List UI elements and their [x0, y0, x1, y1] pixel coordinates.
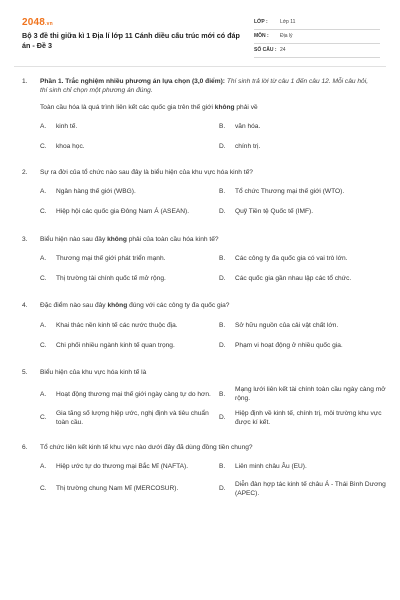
- option-b[interactable]: [219, 252, 392, 266]
- option-text: Liên minh châu Âu (EU).: [235, 463, 307, 471]
- meta-key: LỚP :: [254, 19, 268, 26]
- option-a[interactable]: [40, 386, 213, 404]
- stem-bold: không: [107, 235, 127, 243]
- stem-text: Biểu hiện nào sau đây: [40, 235, 108, 243]
- option-letter: B.: [219, 188, 226, 196]
- document-header: [22, 14, 380, 62]
- option-letter: D.: [219, 275, 226, 282]
- option-letter: B.: [219, 321, 226, 329]
- question-stem: [40, 302, 374, 311]
- option-b[interactable]: [219, 186, 392, 200]
- option-letter: A.: [40, 255, 47, 262]
- option-text: Thương mại thế giới phát triển mạnh.: [56, 255, 166, 262]
- option-text: Hiệp hội các quốc gia Đông Nam Á (ASEAN).: [56, 208, 190, 216]
- option-text: Thị trường tài chính quốc tế mở rộng.: [56, 275, 166, 282]
- meta-value: Địa lý: [280, 33, 293, 40]
- header-divider: [14, 66, 386, 67]
- option-b[interactable]: [219, 461, 392, 475]
- question-number: 2.: [22, 168, 28, 176]
- option-letter: C.: [40, 341, 47, 349]
- part-heading: [40, 78, 374, 96]
- stem-text: phải về: [234, 103, 258, 111]
- question-stem: [40, 104, 374, 113]
- meta-key: SỐ CÂU :: [254, 47, 277, 54]
- meta-value: Lớp 11: [280, 19, 296, 26]
- options-grid: [40, 252, 374, 292]
- meta-value: 24: [280, 47, 286, 54]
- stem-text: Toàn cầu hóa là quá trình liên kết các quốc gia trên thế giới: [40, 103, 215, 111]
- part-title: Phần 1. Trắc nghiệm nhiều phương án lựa chọn (3,0 điểm):: [40, 78, 225, 85]
- question-stem: [40, 444, 374, 453]
- document-title: Bộ 3 đề thi giữa kì 1 Địa lí lớp 11 Cánh diều cấu trúc mới có đáp án - Đề 3: [22, 31, 240, 51]
- option-a[interactable]: [40, 319, 213, 333]
- option-text: Các quốc gia gần nhau lập các tổ chức.: [235, 275, 352, 282]
- stem-text: Tổ chức liên kết kinh tế khu vực nào dưới đây đã dùng đồng tiền chung?: [40, 443, 253, 451]
- meta-row-subject: [254, 30, 380, 44]
- option-text: Tổ chức Thương mại thế giới (WTO).: [235, 188, 345, 196]
- option-b[interactable]: [219, 319, 392, 333]
- question-number: 1.: [22, 78, 28, 85]
- question-number: 4.: [22, 302, 28, 310]
- question-stem: [40, 169, 374, 178]
- option-letter: A.: [40, 390, 47, 398]
- option-c[interactable]: [40, 481, 213, 499]
- stem-text: phải của toàn cầu hóa kinh tế?: [126, 235, 219, 243]
- question-2: [22, 169, 374, 226]
- option-letter: A.: [40, 123, 47, 131]
- part-instruction: Thí sinh trả lời từ câu 1 đến câu 12. Mỗi câu hỏi, thí sinh chỉ chọn một phương án đúng.: [40, 78, 369, 94]
- option-d[interactable]: [219, 481, 392, 499]
- option-text: Hiệp định về kinh tế, chính trị, môi trường khu vực được kí kết.: [235, 410, 382, 426]
- stem-bold: không: [214, 103, 235, 111]
- option-d[interactable]: [219, 206, 392, 220]
- option-text: kinh tế.: [56, 123, 78, 131]
- meta-row-count: [254, 44, 380, 58]
- option-letter: A.: [40, 321, 47, 329]
- option-letter: D.: [219, 485, 226, 493]
- option-a[interactable]: [40, 121, 213, 135]
- option-a[interactable]: [40, 461, 213, 475]
- question-5: [22, 369, 386, 433]
- question-number: 6.: [22, 443, 28, 451]
- question-4: [22, 302, 374, 359]
- option-letter: B.: [219, 255, 226, 262]
- site-logo[interactable]: [22, 16, 53, 30]
- options-grid: [40, 121, 374, 161]
- option-letter: A.: [40, 188, 47, 196]
- option-d[interactable]: [219, 272, 392, 286]
- stem-text: Sự ra đời của tổ chức nào sau đây là biểu hiện của khu vực hóa kinh tế?: [40, 168, 253, 176]
- option-letter: D.: [219, 341, 226, 349]
- option-c[interactable]: [40, 272, 213, 286]
- question-number: 5.: [22, 369, 28, 377]
- option-letter: C.: [40, 208, 47, 216]
- option-c[interactable]: [40, 141, 213, 155]
- options-grid: [40, 461, 386, 505]
- option-text: Gia tăng số lượng hiệp ước, nghị định và tiêu chuẩn toàn cầu.: [56, 410, 209, 426]
- option-letter: C.: [40, 414, 47, 422]
- option-text: Chi phối nhiều ngành kinh tế quan trọng.: [56, 341, 175, 349]
- option-d[interactable]: [219, 339, 392, 353]
- question-stem: [40, 236, 374, 245]
- option-d[interactable]: [219, 141, 392, 155]
- option-letter: B.: [219, 390, 226, 398]
- option-text: Phạm vi hoạt động ở nhiều quốc gia.: [235, 341, 343, 349]
- option-text: Quỹ Tiền tệ Quốc tế (IMF).: [235, 208, 314, 216]
- option-text: Sở hữu nguồn của cải vật chất lớn.: [235, 321, 339, 329]
- meta-key: MÔN :: [254, 33, 269, 40]
- option-letter: B.: [219, 463, 226, 471]
- stem-text: Đặc điểm nào sau đây: [40, 302, 108, 310]
- question-stem: [40, 369, 374, 378]
- option-text: Mạng lưới liên kết tài chính toàn cầu ngày càng mở rộng.: [235, 386, 386, 403]
- stem-text: Biểu hiện của khu vực hóa kinh tế là: [40, 369, 147, 377]
- option-b[interactable]: [219, 121, 392, 135]
- option-letter: C.: [40, 275, 47, 282]
- question-6: [22, 443, 386, 505]
- option-letter: A.: [40, 463, 47, 471]
- option-text: khoa học.: [56, 143, 85, 151]
- option-letter: C.: [40, 485, 47, 493]
- option-b[interactable]: [219, 386, 392, 404]
- option-c[interactable]: [40, 206, 213, 220]
- logo-suffix: .vn: [45, 21, 53, 27]
- option-letter: D.: [219, 143, 226, 151]
- option-a[interactable]: [40, 252, 213, 266]
- option-text: Diễn đàn hợp tác kinh tế châu Á - Thái Bình Dương (APEC).: [235, 480, 386, 497]
- option-text: Hiệp ước tự do thương mại Bắc Mĩ (NAFTA).: [56, 463, 189, 471]
- option-c[interactable]: [40, 410, 213, 428]
- question-list: [22, 78, 386, 504]
- option-letter: D.: [219, 208, 226, 216]
- question-1: [22, 78, 374, 161]
- option-text: Các công ty đa quốc gia có vai trò lớn.: [235, 255, 348, 262]
- option-text: Ngân hàng thế giới (WBG).: [56, 188, 136, 196]
- stem-text: đúng với các công ty đa quốc gia?: [127, 302, 230, 310]
- option-d[interactable]: [219, 410, 392, 428]
- options-grid: [40, 319, 374, 359]
- option-a[interactable]: [40, 186, 213, 200]
- options-grid: [40, 386, 386, 434]
- meta-row-class: [254, 16, 380, 30]
- option-letter: B.: [219, 123, 226, 131]
- option-letter: C.: [40, 143, 47, 151]
- option-letter: D.: [219, 414, 226, 422]
- option-text: Khai thác nền kinh tế các nước thuộc địa.: [56, 321, 178, 329]
- logo-main: 2048: [22, 17, 46, 28]
- option-text: Hoạt động thương mại thế giới ngày càng tự do hơn.: [56, 390, 211, 398]
- option-c[interactable]: [40, 339, 213, 353]
- option-text: Thị trường chung Nam Mĩ (MERCOSUR).: [56, 485, 179, 493]
- question-3: [22, 236, 374, 293]
- option-text: chính trị.: [235, 143, 261, 151]
- stem-bold: không: [107, 302, 128, 310]
- question-number: 3.: [22, 235, 28, 243]
- options-grid: [40, 186, 374, 226]
- option-text: văn hóa.: [235, 123, 261, 131]
- meta-table: [254, 16, 380, 58]
